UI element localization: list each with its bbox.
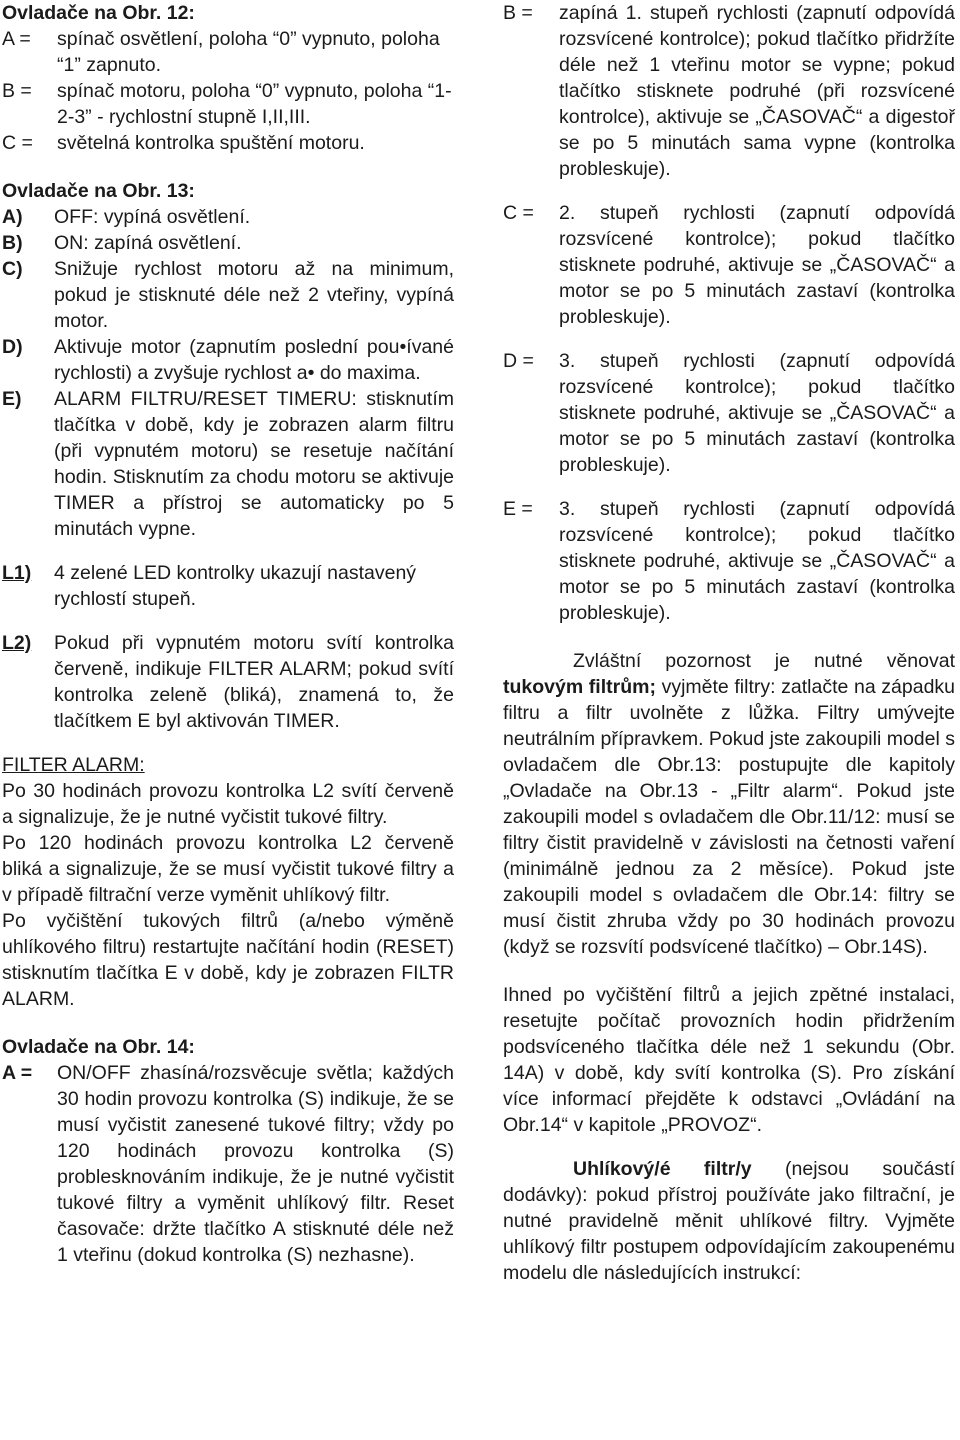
item-key: A = <box>2 28 31 50</box>
obr13-item-a <box>2 204 454 230</box>
item-text: ON/OFF zhasíná/rozsvěcuje světla; každých 30 hodin provozu kontrolka (S) indikuje, že se musí vyčistit zanesené tukové filtry; vždy po 120 hodinách provozu kontrolka (S) problesknováním indikuje, že je nutné vyčistit tukové filtry a vyměnit uhlíkový filtr. Reset časovače: držte tlačítko A stisknuté déle než 1 vteřinu (dokud kontrolka (S) nezhasne). <box>57 1062 454 1266</box>
item-text: Pokud při vypnutém motoru svítí kontrolka červeně, indikuje FILTER ALARM; pokud svítí kontrolka zeleně (bliká), znamená to, že tlačítkem E byl aktivován TIMER. <box>54 632 454 732</box>
item-text: 4 zelené LED kontrolky ukazují nastavený rychlostí stupeň. <box>54 562 417 610</box>
filter-alarm-heading: FILTER ALARM: <box>2 754 145 776</box>
item-text: ALARM FILTRU/RESET TIMERU: stisknutím tlačítka v době, kdy je zobrazen alarm filtru (při vypnutém motoru) se resetuje načítání hodin. Stisknutím za chodu motoru se aktivuje TIMER a přístroj se automaticky po 5 minutách vypne. <box>54 388 454 540</box>
left-column <box>2 0 454 1268</box>
item-key: E) <box>2 388 22 410</box>
item-key: C = <box>503 202 534 224</box>
item-key: A) <box>2 206 23 228</box>
item-key: B = <box>2 80 32 102</box>
item-key: D) <box>2 336 23 358</box>
item-key: D = <box>503 350 534 372</box>
item-key: C) <box>2 258 23 280</box>
item-key: B = <box>503 2 533 24</box>
item-text: OFF: vypíná osvětlení. <box>54 206 251 228</box>
item-key: A = <box>2 1062 33 1084</box>
right-column <box>503 0 955 1286</box>
carbon-paragraph <box>503 1156 955 1286</box>
filter-alarm-paragraph: Po 120 hodinách provozu kontrolka L2 červeně bliká a signalizuje, že se musí vyčistit tukové filtry a v případě filtrační verze vyměnit uhlíkový filtr. <box>2 832 454 906</box>
carbon-rest: (nejsou součástí dodávky): pokud přístroj používáte jako filtrační, je nutné pravidelně měnit uhlíkové filtry. Vyjměte uhlíkový filtr postupem odpovídajícím zakoupenému modelu dle následujících instrukcí: <box>503 1158 955 1284</box>
obr14-heading: Ovladače na Obr. 14: <box>2 1036 195 1058</box>
obr14-item-e <box>503 496 955 626</box>
item-text: 3. stupeň rychlosti (zapnutí odpovídá rozsvícené kontrolce); pokud tlačítko stisknete podruhé, aktivuje se „ČASOVAČ“ a motor se po 5 minutách zastaví (kontrolka probleskuje). <box>559 350 955 476</box>
obr13-item-b <box>2 230 454 256</box>
filter-alarm-paragraph: Po vyčištění tukových filtrů (a/nebo výměně uhlíkového filtru) restartujte načítání hodin (RESET) stisknutím tlačítka E v době, kdy je zobrazen FILTR ALARM. <box>2 910 454 1010</box>
item-text: Snižuje rychlost motoru až na minimum, pokud je stisknuté déle než 2 vteřiny, vypíná motor. <box>54 258 454 332</box>
obr12-item-b <box>2 78 454 130</box>
item-text: světelná kontrolka spuštění motoru. <box>57 132 365 154</box>
filters-lead: Zvláštní pozornost je nutné věnovat <box>573 650 955 672</box>
obr13-item-c <box>2 256 454 334</box>
obr14-item-d <box>503 348 955 478</box>
item-text: Aktivuje motor (zapnutím poslední pou•ívané rychlosti) a zvyšuje rychlost a• do maxima. <box>54 336 454 384</box>
obr14-item-a <box>2 1060 454 1268</box>
obr14-item-c <box>503 200 955 330</box>
obr13-item-l2 <box>2 630 454 734</box>
obr13-heading: Ovladače na Obr. 13: <box>2 180 195 202</box>
item-key: C = <box>2 132 33 154</box>
filters-rest: vyjměte filtry: zatlačte na západku filtru a filtr uvolněte z lůžka. Filtry umývejte neutrálním přípravkem. Pokud jste zakoupili model s ovladačem dle Obr.13: postupujte dle kapitoly „Ovladače na Obr.13 - „Filtr alarm“. Pokud jste zakoupili model s ovladačem dle Obr.11/12: musí se filtry čistit pravidelně v závislosti na četnosti vaření (minimálně jednou za 2 měsíce). Pokud jste zakoupili model s ovladačem dle Obr.14: filtry se musí čistit zhruba vždy po 30 hodinách provozu (když se rozsvítí podsvícené tlačítko) – Obr.14S). <box>503 676 956 958</box>
obr12-heading: Ovladače na Obr. 12: <box>2 2 195 24</box>
item-text: zapíná 1. stupeň rychlosti (zapnutí odpovídá rozsvícené kontrolce); pokud tlačítko přidržíte déle než 1 vteřinu motor se vypne; pokud tlačítko stisknete podruhé (při rozsvícené kontrolce), aktivuje se „ČASOVAČ“ a digestoř se po 5 minutách sama vypne (kontrolka probleskuje). <box>559 2 955 180</box>
obr14-item-b <box>503 0 955 182</box>
reset-paragraph: Ihned po vyčištění filtrů a jejich zpětné instalaci, resetujte počítač provozních hodin přidržením podsvíceného tlačítka déle než 1 sekundu (Obr. 14A) v době, kdy svítí kontrolka (S). Pro získání více informací přejděte k odstavci „Ovládání na Obr.14“ v kapitole „PROVOZ“. <box>503 984 955 1136</box>
item-text: spínač motoru, poloha “0” vypnuto, poloha “1-2-3” - rychlostní stupně I,II,III. <box>57 80 452 128</box>
carbon-bold: Uhlíkový/é filtr/y <box>573 1158 752 1180</box>
filter-alarm-paragraph: Po 30 hodinách provozu kontrolka L2 svítí červeně a signalizuje, že je nutné vyčistit tukové filtry. <box>2 780 454 828</box>
item-text: 3. stupeň rychlosti (zapnutí odpovídá rozsvícené kontrolce); pokud tlačítko stisknete podruhé, aktivuje se „ČASOVAČ“ a motor se po 5 minutách zastaví (kontrolka probleskuje). <box>559 498 955 624</box>
item-key: L2) <box>2 632 32 654</box>
obr13-item-l1 <box>2 560 454 612</box>
obr12-item-c <box>2 130 454 156</box>
item-key: E = <box>503 498 533 520</box>
item-text: 2. stupeň rychlosti (zapnutí odpovídá rozsvícené kontrolce); pokud tlačítko stisknete podruhé, aktivuje se „ČASOVAČ“ a motor se po 5 minutách zastaví (kontrolka probleskuje). <box>559 202 955 328</box>
item-key: L1) <box>2 562 32 584</box>
obr13-item-d <box>2 334 454 386</box>
obr13-item-e <box>2 386 454 542</box>
item-text: spínač osvětlení, poloha “0” vypnuto, poloha “1” zapnuto. <box>57 28 440 76</box>
obr12-item-a <box>2 26 454 78</box>
item-text: ON: zapíná osvětlení. <box>54 232 242 254</box>
item-key: B) <box>2 232 23 254</box>
filters-paragraph <box>503 648 955 960</box>
filters-bold: tukovým filtrům; <box>503 676 656 698</box>
